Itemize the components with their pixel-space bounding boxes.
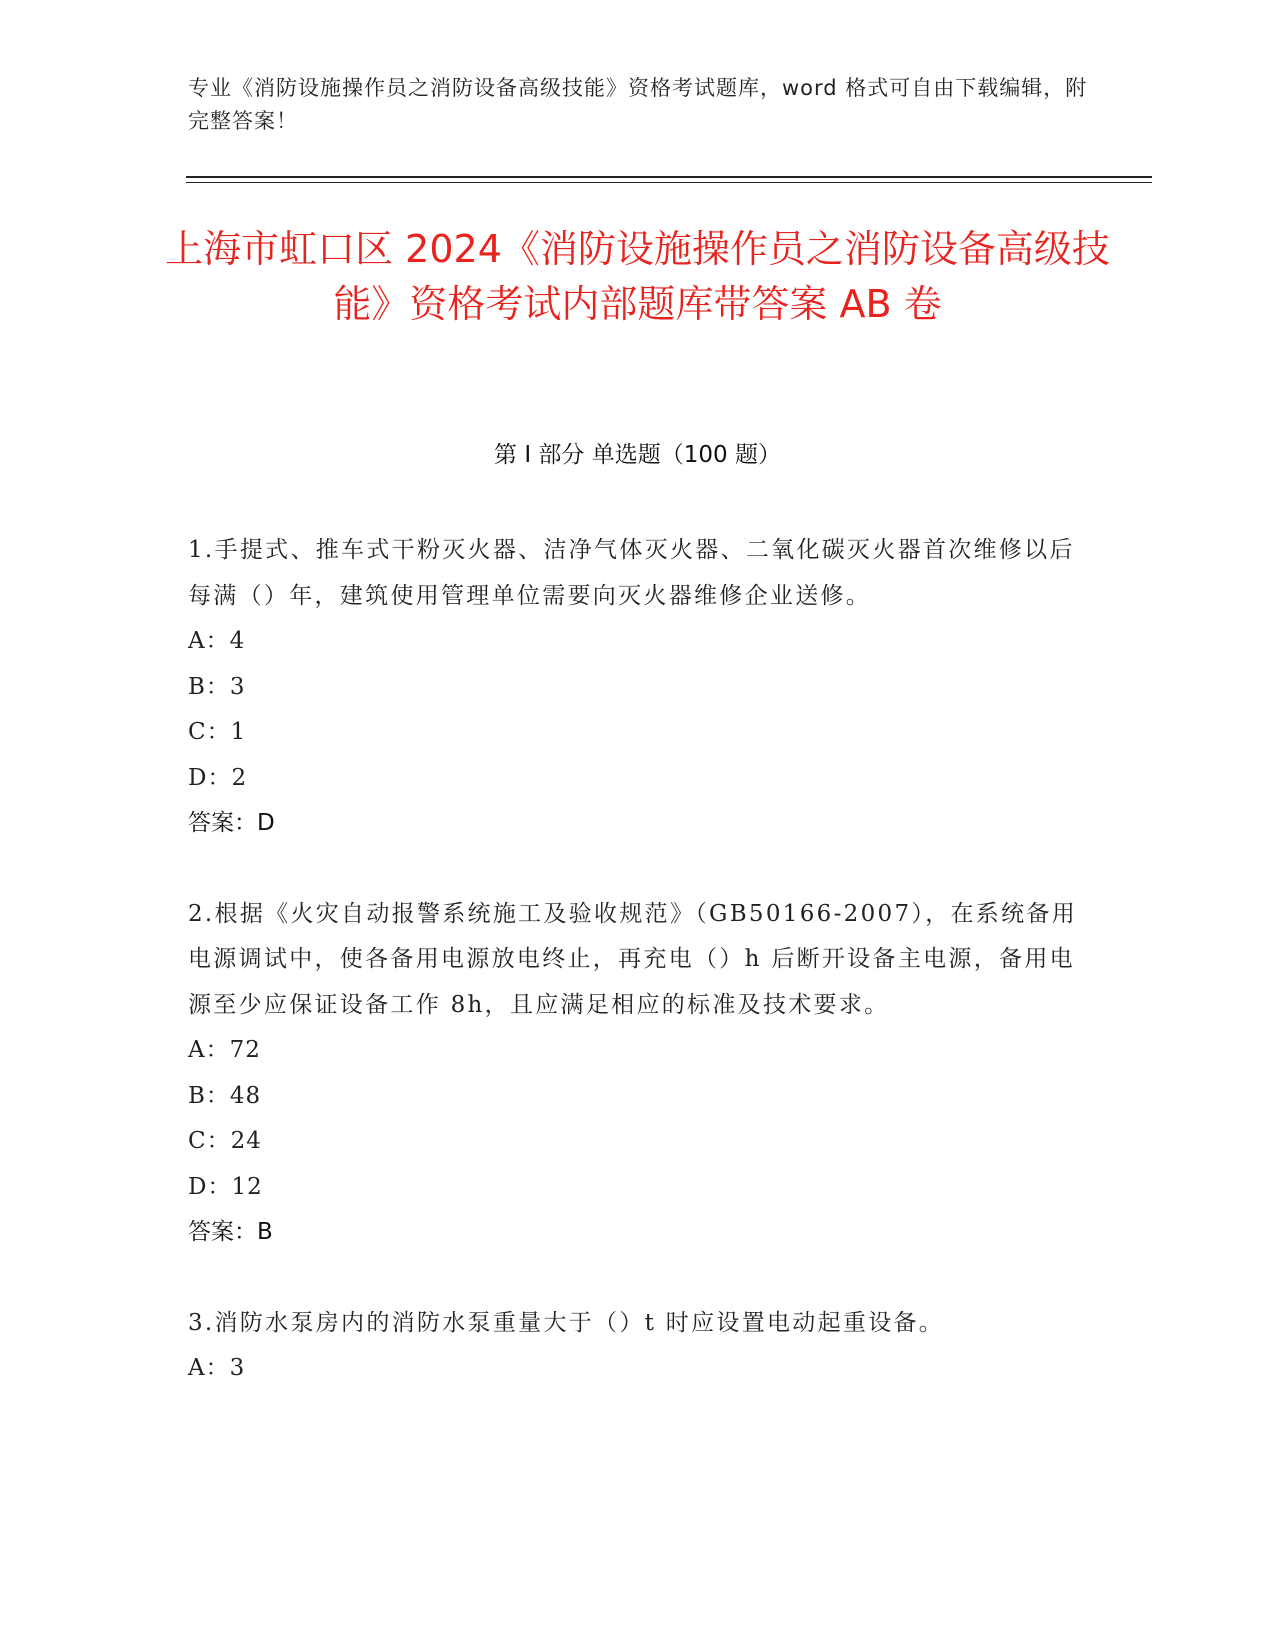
option-c: C：1 [188,719,247,745]
question-2 [188,892,1088,1256]
document-title: 上海市虹口区 2024《消防设施操作员之消防设备高级技能》资格考试内部题库带答案 AB 卷 [165,227,1110,326]
option-d: D：12 [188,1173,263,1200]
question-list [188,528,1088,1437]
header-rule-thick [186,176,1152,178]
header-rule-thin [186,182,1152,183]
option-c: C：24 [188,1128,262,1154]
option-b: B：48 [188,1082,262,1109]
section-heading: 第 I 部分 单选题（100 题） [494,442,781,468]
answer-line: 答案：D [188,810,275,836]
option-b: B：3 [188,673,246,700]
question-stem: 1.手提式、推车式干粉灭火器、洁净气体灭火器、二氧化碳灭火器首次维修以后每满（）年，建筑使用管理单位需要向灭火器维修企业送修。 [188,537,1075,609]
option-a: A：3 [188,1355,246,1381]
question-stem: 3.消防水泵房内的消防水泵重量大于（）t 时应设置电动起重设备。 [188,1309,945,1336]
option-a: A：4 [188,628,246,654]
header-note: 专业《消防设施操作员之消防设备高级技能》资格考试题库，word 格式可自由下载编辑，附完整答案！ [188,76,1088,133]
option-a: A：72 [188,1037,261,1063]
answer-line: 答案：B [188,1219,273,1245]
question-stem: 2.根据《火灾自动报警系统施工及验收规范》（GB50166-2007），在系统备用电源调试中，使各备用电源放电终止，再充电（）h 后断开设备主电源，备用电源至少应保证设备工作 8h，且应满足相应的标准及技术要求。 [188,900,1077,1018]
option-d: D：2 [188,764,248,791]
question-3 [188,1301,1088,1392]
question-1 [188,528,1088,847]
